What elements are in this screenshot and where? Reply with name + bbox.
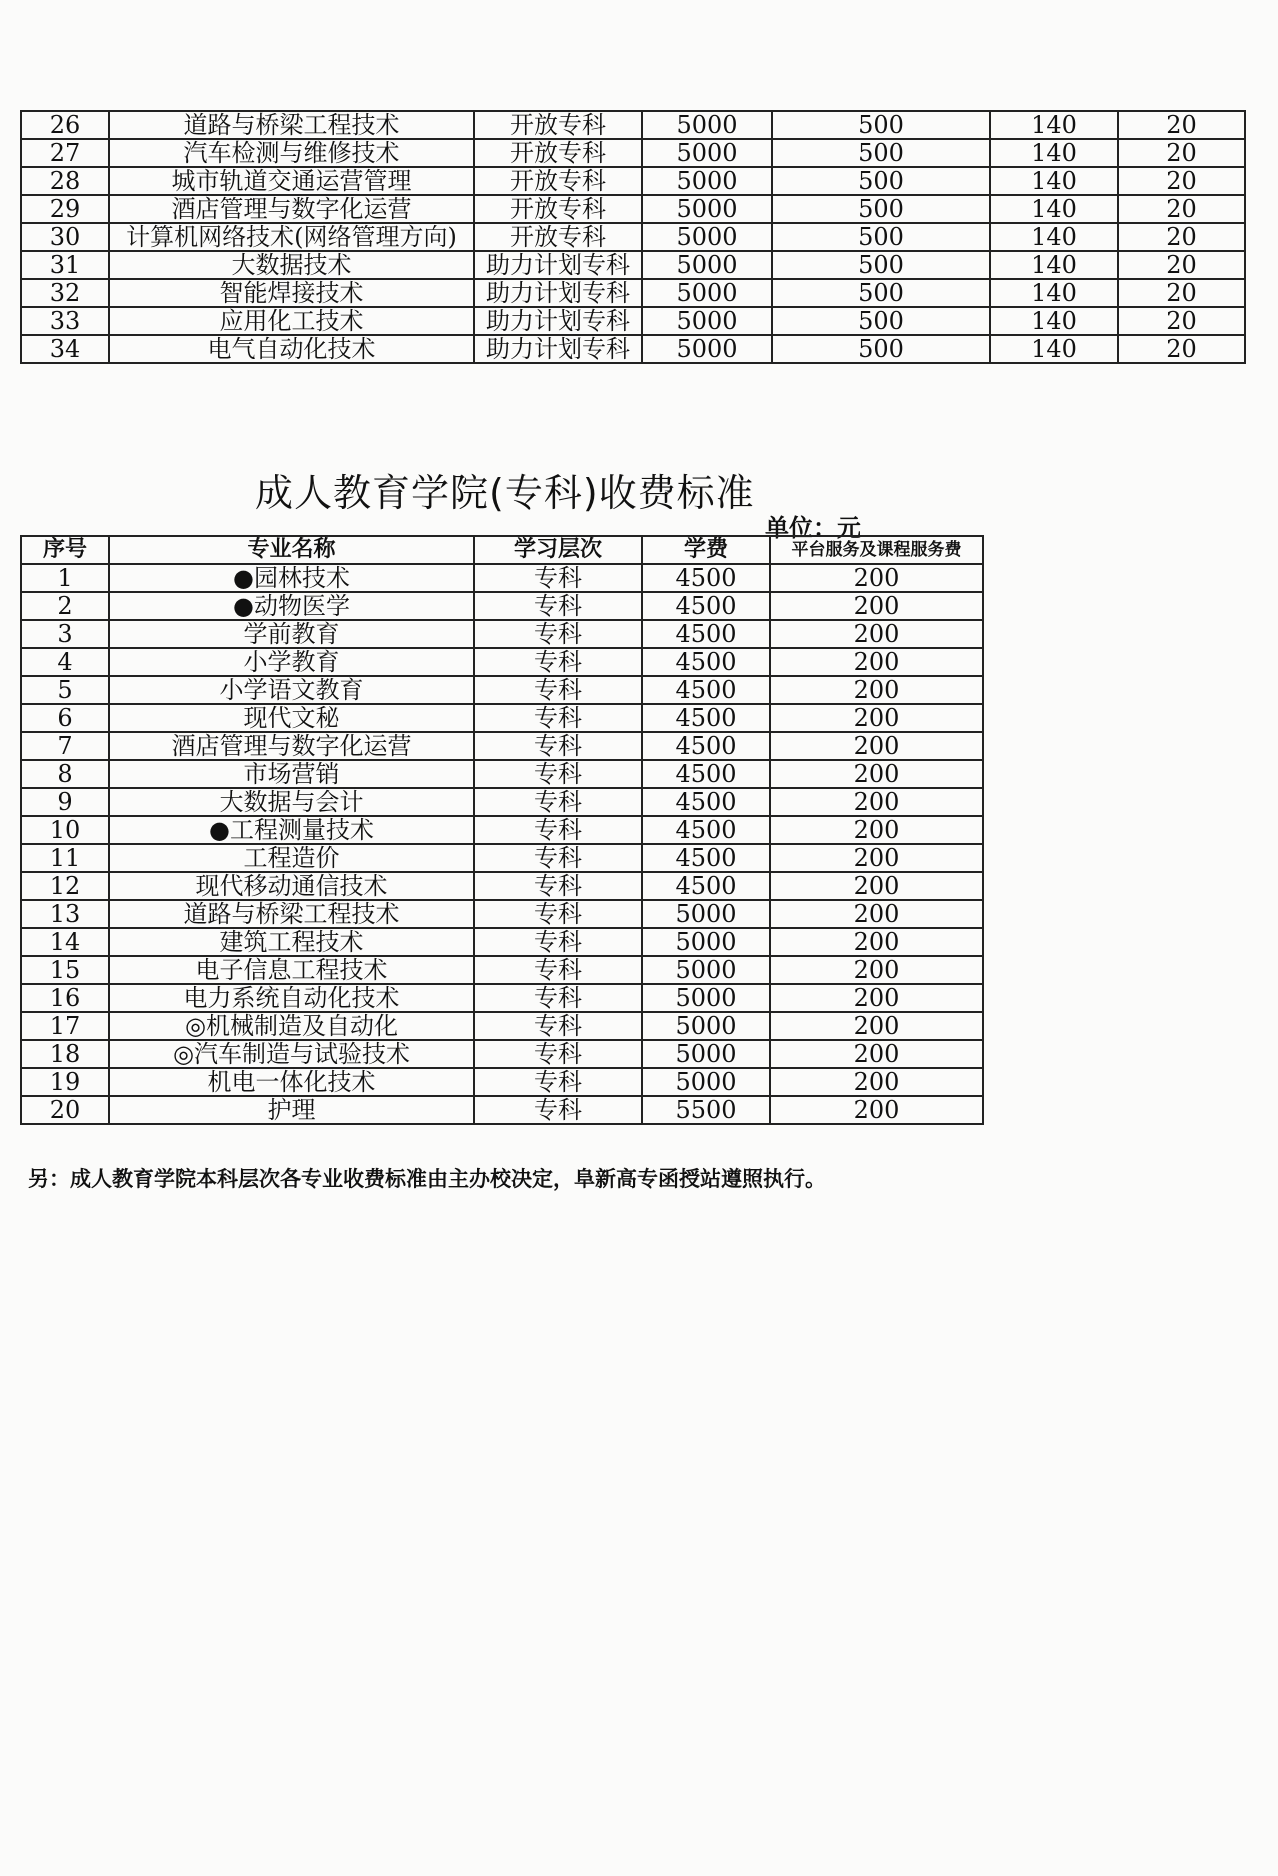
- cell-major: 道路与桥梁工程技术: [109, 900, 474, 928]
- cell-fee-c: 20: [1118, 251, 1245, 279]
- cell-tuition: 5000: [642, 1012, 770, 1040]
- table-row: [21, 732, 983, 760]
- cell-major: 酒店管理与数字化运营: [109, 195, 474, 223]
- cell-index: 32: [21, 279, 109, 307]
- cell-major: 应用化工技术: [109, 307, 474, 335]
- cell-index: 28: [21, 167, 109, 195]
- cell-major: 现代文秘: [109, 704, 474, 732]
- cell-level: 助力计划专科: [474, 251, 642, 279]
- table-row: [21, 760, 983, 788]
- cell-major: ●园林技术: [109, 564, 474, 592]
- cell-service-fee: 200: [770, 984, 983, 1012]
- cell-service-fee: 200: [770, 1068, 983, 1096]
- table-header-row: [21, 536, 983, 564]
- cell-major: 大数据与会计: [109, 788, 474, 816]
- table-row: [21, 564, 983, 592]
- cell-service-fee: 200: [770, 760, 983, 788]
- cell-index: 16: [21, 984, 109, 1012]
- cell-tuition: 4500: [642, 592, 770, 620]
- cell-major: 工程造价: [109, 844, 474, 872]
- cell-fee-c: 20: [1118, 167, 1245, 195]
- cell-index: 7: [21, 732, 109, 760]
- cell-tuition: 4500: [642, 844, 770, 872]
- table-row: [21, 167, 1245, 195]
- cell-tuition: 5000: [642, 335, 772, 363]
- cell-level: 专科: [474, 816, 642, 844]
- cell-major: 学前教育: [109, 620, 474, 648]
- cell-fee-a: 500: [772, 307, 990, 335]
- cell-major: 建筑工程技术: [109, 928, 474, 956]
- cell-level: 开放专科: [474, 223, 642, 251]
- cell-level: 专科: [474, 592, 642, 620]
- cell-service-fee: 200: [770, 900, 983, 928]
- cell-fee-a: 500: [772, 195, 990, 223]
- cell-major: 现代移动通信技术: [109, 872, 474, 900]
- adult-education-fee-table: [20, 535, 984, 1125]
- cell-major: ◎汽车制造与试验技术: [109, 1040, 474, 1068]
- table-row: [21, 1068, 983, 1096]
- cell-tuition: 4500: [642, 788, 770, 816]
- table-row: [21, 928, 983, 956]
- cell-tuition: 5000: [642, 984, 770, 1012]
- cell-major: 城市轨道交通运营管理: [109, 167, 474, 195]
- cell-tuition: 5000: [642, 279, 772, 307]
- cell-fee-a: 500: [772, 167, 990, 195]
- cell-major: 小学教育: [109, 648, 474, 676]
- cell-level: 专科: [474, 648, 642, 676]
- cell-tuition: 5000: [642, 1040, 770, 1068]
- table-row: [21, 900, 983, 928]
- table-row: [21, 251, 1245, 279]
- cell-level: 助力计划专科: [474, 335, 642, 363]
- cell-tuition: 4500: [642, 620, 770, 648]
- cell-fee-b: 140: [990, 307, 1118, 335]
- cell-level: 专科: [474, 1096, 642, 1124]
- cell-level: 专科: [474, 564, 642, 592]
- cell-service-fee: 200: [770, 564, 983, 592]
- cell-fee-b: 140: [990, 167, 1118, 195]
- table-row: [21, 984, 983, 1012]
- page-title: 成人教育学院(专科)收费标准: [255, 471, 755, 515]
- cell-level: 开放专科: [474, 139, 642, 167]
- cell-service-fee: 200: [770, 956, 983, 984]
- cell-index: 20: [21, 1096, 109, 1124]
- cell-major: 市场营销: [109, 760, 474, 788]
- unit-label: 单位：元: [765, 514, 861, 542]
- cell-major: ◎机械制造及自动化: [109, 1012, 474, 1040]
- cell-level: 助力计划专科: [474, 307, 642, 335]
- cell-tuition: 5000: [642, 307, 772, 335]
- cell-service-fee: 200: [770, 788, 983, 816]
- cell-index: 17: [21, 1012, 109, 1040]
- header-major: 专业名称: [109, 536, 474, 564]
- table-row: [21, 676, 983, 704]
- cell-index: 34: [21, 335, 109, 363]
- cell-service-fee: 200: [770, 1012, 983, 1040]
- table-row: [21, 1012, 983, 1040]
- table-row: [21, 844, 983, 872]
- cell-major: 电气自动化技术: [109, 335, 474, 363]
- cell-fee-c: 20: [1118, 195, 1245, 223]
- cell-major: 电子信息工程技术: [109, 956, 474, 984]
- cell-index: 26: [21, 111, 109, 139]
- cell-fee-c: 20: [1118, 111, 1245, 139]
- cell-index: 11: [21, 844, 109, 872]
- cell-tuition: 4500: [642, 872, 770, 900]
- top-fee-table: [20, 110, 1246, 364]
- cell-index: 12: [21, 872, 109, 900]
- footnote: 另：成人教育学院本科层次各专业收费标准由主办校决定，阜新高专函授站遵照执行。: [28, 1167, 826, 1191]
- cell-fee-b: 140: [990, 279, 1118, 307]
- table-row: [21, 1096, 983, 1124]
- cell-fee-a: 500: [772, 251, 990, 279]
- cell-service-fee: 200: [770, 872, 983, 900]
- cell-major: 酒店管理与数字化运营: [109, 732, 474, 760]
- table-row: [21, 592, 983, 620]
- cell-fee-b: 140: [990, 251, 1118, 279]
- cell-tuition: 4500: [642, 564, 770, 592]
- cell-index: 6: [21, 704, 109, 732]
- cell-tuition: 4500: [642, 704, 770, 732]
- table-row: [21, 279, 1245, 307]
- cell-fee-c: 20: [1118, 223, 1245, 251]
- cell-tuition: 5000: [642, 195, 772, 223]
- table-row: [21, 816, 983, 844]
- cell-level: 专科: [474, 620, 642, 648]
- cell-major: ●工程测量技术: [109, 816, 474, 844]
- cell-service-fee: 200: [770, 592, 983, 620]
- cell-index: 18: [21, 1040, 109, 1068]
- cell-service-fee: 200: [770, 648, 983, 676]
- cell-major: 小学语文教育: [109, 676, 474, 704]
- cell-tuition: 5000: [642, 111, 772, 139]
- cell-index: 19: [21, 1068, 109, 1096]
- cell-service-fee: 200: [770, 676, 983, 704]
- cell-level: 专科: [474, 704, 642, 732]
- cell-fee-a: 500: [772, 111, 990, 139]
- cell-fee-b: 140: [990, 111, 1118, 139]
- cell-service-fee: 200: [770, 704, 983, 732]
- header-level: 学习层次: [474, 536, 642, 564]
- header-tuition: 学费: [642, 536, 770, 564]
- table-row: [21, 620, 983, 648]
- cell-service-fee: 200: [770, 732, 983, 760]
- cell-index: 2: [21, 592, 109, 620]
- cell-fee-c: 20: [1118, 139, 1245, 167]
- cell-fee-a: 500: [772, 279, 990, 307]
- cell-index: 30: [21, 223, 109, 251]
- table-row: [21, 956, 983, 984]
- cell-service-fee: 200: [770, 1096, 983, 1124]
- cell-level: 专科: [474, 928, 642, 956]
- cell-level: 专科: [474, 1012, 642, 1040]
- cell-fee-b: 140: [990, 223, 1118, 251]
- cell-level: 专科: [474, 956, 642, 984]
- table-row: [21, 223, 1245, 251]
- cell-index: 14: [21, 928, 109, 956]
- cell-fee-c: 20: [1118, 279, 1245, 307]
- cell-tuition: 5000: [642, 251, 772, 279]
- cell-index: 8: [21, 760, 109, 788]
- cell-index: 33: [21, 307, 109, 335]
- cell-major: 道路与桥梁工程技术: [109, 111, 474, 139]
- cell-level: 专科: [474, 1068, 642, 1096]
- cell-index: 9: [21, 788, 109, 816]
- table-row: [21, 872, 983, 900]
- cell-index: 10: [21, 816, 109, 844]
- cell-major: 护理: [109, 1096, 474, 1124]
- cell-index: 13: [21, 900, 109, 928]
- cell-level: 开放专科: [474, 195, 642, 223]
- cell-major: 大数据技术: [109, 251, 474, 279]
- cell-major: 汽车检测与维修技术: [109, 139, 474, 167]
- cell-major: 计算机网络技术(网络管理方向): [109, 223, 474, 251]
- cell-fee-a: 500: [772, 223, 990, 251]
- cell-level: 助力计划专科: [474, 279, 642, 307]
- cell-level: 开放专科: [474, 111, 642, 139]
- header-service-fee: 平台服务及课程服务费: [770, 536, 983, 564]
- cell-major: 电力系统自动化技术: [109, 984, 474, 1012]
- cell-index: 4: [21, 648, 109, 676]
- table-row: [21, 307, 1245, 335]
- cell-tuition: 5000: [642, 900, 770, 928]
- table-row: [21, 788, 983, 816]
- cell-fee-b: 140: [990, 335, 1118, 363]
- cell-level: 专科: [474, 732, 642, 760]
- cell-index: 3: [21, 620, 109, 648]
- table-row: [21, 704, 983, 732]
- cell-tuition: 4500: [642, 816, 770, 844]
- table-row: [21, 648, 983, 676]
- cell-level: 专科: [474, 676, 642, 704]
- cell-tuition: 5000: [642, 167, 772, 195]
- cell-major: 智能焊接技术: [109, 279, 474, 307]
- cell-level: 专科: [474, 844, 642, 872]
- cell-level: 开放专科: [474, 167, 642, 195]
- cell-major: 机电一体化技术: [109, 1068, 474, 1096]
- cell-index: 1: [21, 564, 109, 592]
- table-row: [21, 195, 1245, 223]
- table-row: [21, 1040, 983, 1068]
- cell-service-fee: 200: [770, 1040, 983, 1068]
- cell-service-fee: 200: [770, 844, 983, 872]
- table-row: [21, 139, 1245, 167]
- cell-tuition: 4500: [642, 732, 770, 760]
- table-row: [21, 335, 1245, 363]
- cell-major: ●动物医学: [109, 592, 474, 620]
- cell-fee-a: 500: [772, 335, 990, 363]
- cell-tuition: 5500: [642, 1096, 770, 1124]
- cell-index: 5: [21, 676, 109, 704]
- cell-index: 15: [21, 956, 109, 984]
- cell-tuition: 4500: [642, 676, 770, 704]
- cell-level: 专科: [474, 788, 642, 816]
- cell-level: 专科: [474, 900, 642, 928]
- cell-tuition: 5000: [642, 223, 772, 251]
- cell-fee-a: 500: [772, 139, 990, 167]
- cell-tuition: 5000: [642, 139, 772, 167]
- table-row: [21, 111, 1245, 139]
- cell-level: 专科: [474, 760, 642, 788]
- cell-tuition: 4500: [642, 760, 770, 788]
- cell-tuition: 4500: [642, 648, 770, 676]
- cell-fee-c: 20: [1118, 335, 1245, 363]
- cell-tuition: 5000: [642, 956, 770, 984]
- cell-tuition: 5000: [642, 928, 770, 956]
- cell-fee-b: 140: [990, 139, 1118, 167]
- cell-service-fee: 200: [770, 928, 983, 956]
- cell-level: 专科: [474, 872, 642, 900]
- header-index: 序号: [21, 536, 109, 564]
- cell-service-fee: 200: [770, 620, 983, 648]
- cell-tuition: 5000: [642, 1068, 770, 1096]
- cell-level: 专科: [474, 1040, 642, 1068]
- cell-index: 27: [21, 139, 109, 167]
- cell-fee-c: 20: [1118, 307, 1245, 335]
- cell-index: 29: [21, 195, 109, 223]
- cell-index: 31: [21, 251, 109, 279]
- cell-service-fee: 200: [770, 816, 983, 844]
- cell-level: 专科: [474, 984, 642, 1012]
- cell-fee-b: 140: [990, 195, 1118, 223]
